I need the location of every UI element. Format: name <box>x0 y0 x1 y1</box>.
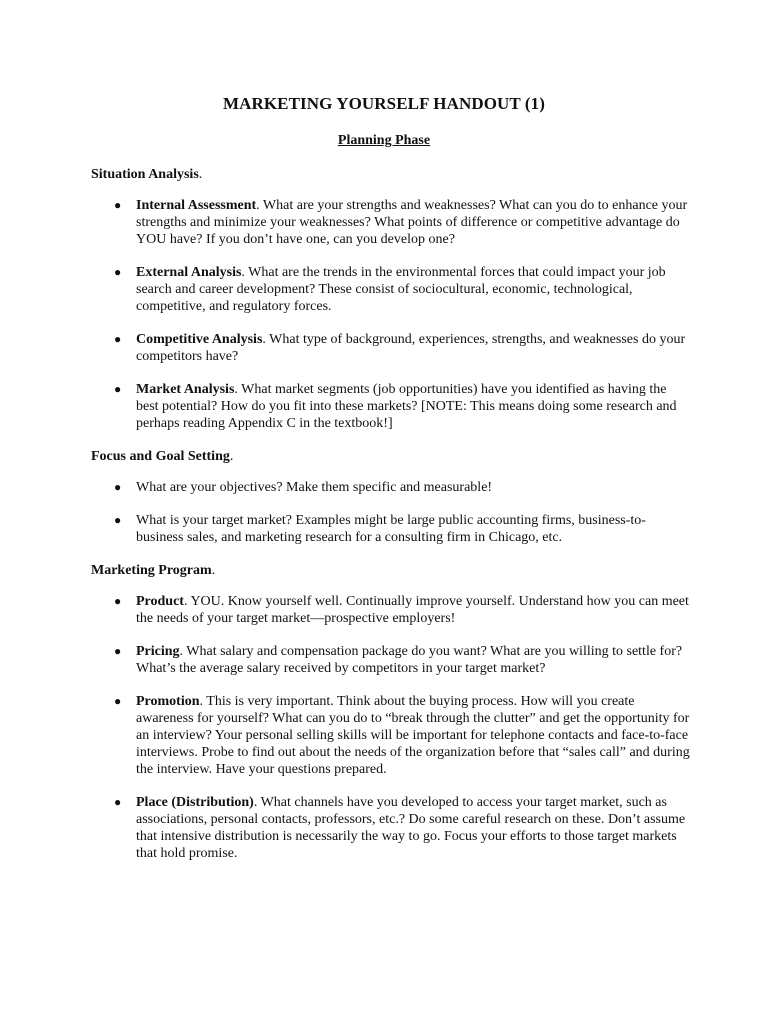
bullet-list <box>91 593 691 862</box>
bullet-icon: ● <box>114 382 122 396</box>
bullet-icon: ● <box>114 198 122 212</box>
item-lead: Product <box>136 594 184 609</box>
section-heading: Situation Analysis. <box>91 167 203 182</box>
bullet-icon: ● <box>114 332 122 346</box>
document-subtitle: Planning Phase <box>337 133 431 148</box>
item-lead: Pricing <box>136 644 180 659</box>
bullet-icon: ● <box>114 594 122 608</box>
list-item <box>91 794 691 862</box>
list-item <box>91 479 691 496</box>
item-text: . What are your strengths and weaknesses? What can you do to enhance your strengths and minimize your weaknesses? What points of difference or competitive advantage do YOU have? If you don’t have one, can you develop one? <box>136 198 688 247</box>
bullet-icon: ● <box>114 265 122 279</box>
list-item <box>91 643 691 677</box>
bullet-icon: ● <box>114 694 122 708</box>
list-item <box>91 331 691 365</box>
list-item <box>91 264 691 315</box>
item-text: . What salary and compensation package do you want? What are you willing to settle for? What’s the average salary received by competitors in your target market? <box>136 644 683 676</box>
document-title: MARKETING YOURSELF HANDOUT (1) <box>222 94 546 113</box>
document-body <box>91 166 691 878</box>
bullet-icon: ● <box>114 795 122 809</box>
item-text: What are your objectives? Make them specific and measurable! <box>136 480 493 495</box>
item-lead: Promotion <box>136 694 200 709</box>
bullet-list <box>91 197 691 432</box>
list-item <box>91 197 691 248</box>
bullet-icon: ● <box>114 480 122 494</box>
item-lead: Competitive Analysis <box>136 332 263 347</box>
bullet-icon: ● <box>114 644 122 658</box>
item-lead: External Analysis <box>136 265 242 280</box>
item-lead: Internal Assessment <box>136 198 257 213</box>
item-text: . This is very important. Think about the buying process. How will you create awareness for yourself? What can you do to “break through the clutter” and get the opportunity for an interview? Your personal selling skills will be important for telephone contacts and face-to-face interviews. Probe to find out about the needs of the organization before that “sales call” and during the interview. Have your questions prepared. <box>136 694 690 777</box>
list-item <box>91 693 691 778</box>
item-lead: Market Analysis <box>136 382 235 397</box>
section-heading: Focus and Goal Setting. <box>91 449 234 464</box>
item-text: . What type of background, experiences, strengths, and weaknesses do your competitors have? <box>136 332 686 364</box>
section-heading: Marketing Program. <box>91 563 216 578</box>
item-text: . What are the trends in the environmental forces that could impact your job search and career development? These consist of sociocultural, economic, technological, competitive, and regulatory forces. <box>136 265 666 314</box>
bullet-list <box>91 479 691 546</box>
item-lead: Place (Distribution) <box>136 795 254 810</box>
item-text: . What market segments (job opportunities) have you identified as having the best potential? How do you fit into these markets? [NOTE: This means doing some research and perhaps reading Appendix C in the textbook!] <box>136 382 677 431</box>
bullet-icon: ● <box>114 513 122 527</box>
item-text: . What channels have you developed to access your target market, such as associations, personal contacts, professors, etc.? Do some careful research on these. Don’t assume that intensive distribution is necessarily the way to go. Focus your efforts to those target markets that hold promise. <box>136 795 686 861</box>
list-item <box>91 593 691 627</box>
item-text: What is your target market? Examples might be large public accounting firms, business-to-business sales, and marketing research for a consulting firm in Chicago, etc. <box>136 513 646 545</box>
item-text: . YOU. Know yourself well. Continually improve yourself. Understand how you can meet the needs of your target market—prospective employers! <box>136 594 689 626</box>
list-item <box>91 512 691 546</box>
list-item <box>91 381 691 432</box>
